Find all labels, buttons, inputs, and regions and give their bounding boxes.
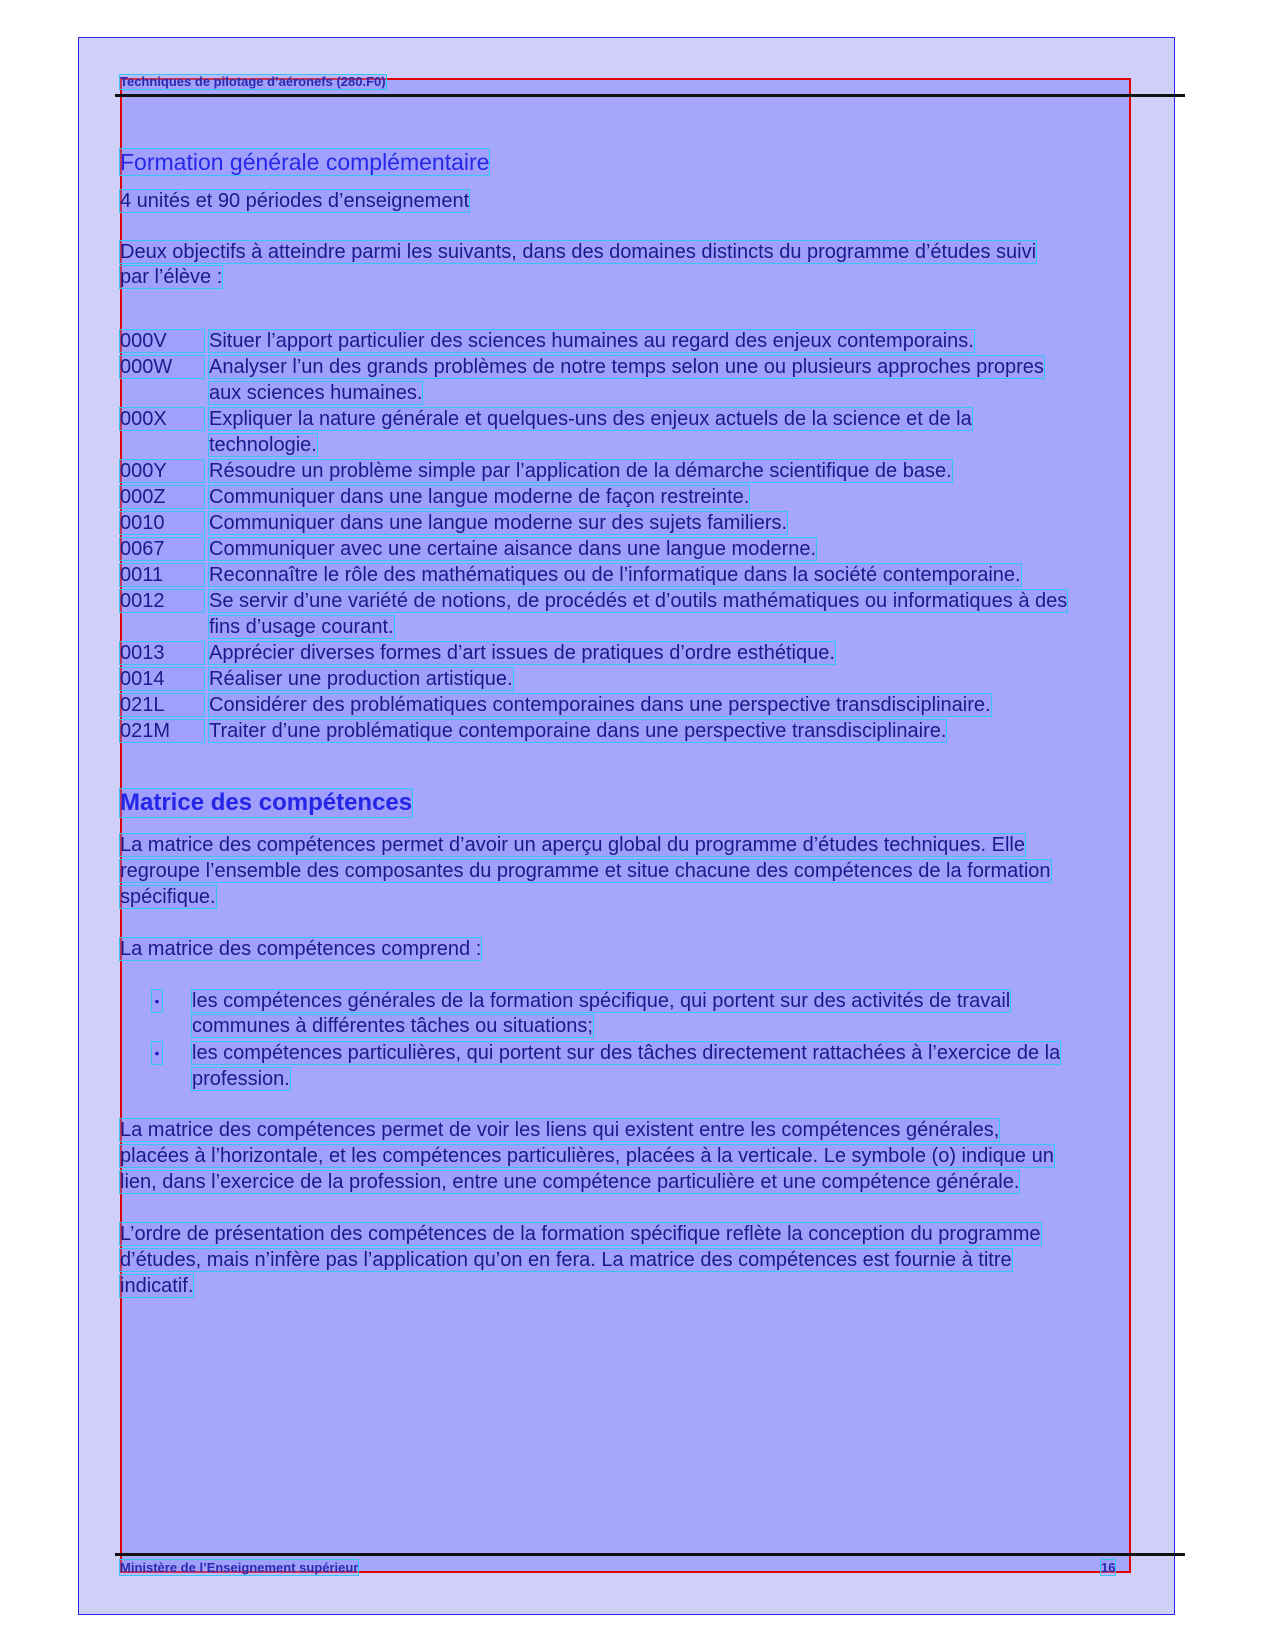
section-title-matrice: Matrice des compétences [120, 789, 413, 816]
objective-text-line: Réaliser une production artistique. [209, 668, 513, 690]
running-header: Techniques de pilotage d’aéronefs (280.F0) [120, 74, 386, 89]
objective-text-line: Apprécier diverses formes d’art issues de pratiques d’ordre esthétique. [209, 642, 835, 664]
objective-code: 0012 [120, 590, 204, 612]
objective-code: 0014 [120, 668, 204, 690]
bullet-item-line: communes à différentes tâches ou situations; [192, 1015, 593, 1037]
page-content-frame [120, 78, 1131, 1573]
intro-line: Deux objectifs à atteindre parmi les suivants, dans des domaines distincts du programme d’études suivi [120, 241, 1037, 263]
objective-text-line: Analyser l’un des grands problèmes de notre temps selon une ou plusieurs approches propres [209, 356, 1044, 378]
paragraph-line: La matrice des compétences permet de voir les liens qui existent entre les compétences générales, [120, 1119, 1000, 1141]
header-rule [115, 94, 1185, 97]
intro-line: par l’élève : [120, 266, 223, 288]
objective-code: 000X [120, 408, 204, 430]
objective-text-line: Communiquer avec une certaine aisance dans une langue moderne. [209, 538, 817, 560]
paragraph-line: L’ordre de présentation des compétences de la formation spécifique reflète la conception du programme [120, 1223, 1041, 1245]
paragraph-line: regroupe l’ensemble des composantes du programme et situe chacune des compétences de la formation [120, 860, 1051, 882]
paragraph-line: spécifique. [120, 886, 216, 908]
objective-code: 000V [120, 330, 204, 352]
section-subtitle-units: 4 unités et 90 périodes d’enseignement [120, 190, 470, 212]
bullet-marker: • [152, 1042, 162, 1064]
objective-code: 0011 [120, 564, 204, 586]
objective-code: 0013 [120, 642, 204, 664]
objective-code: 021L [120, 694, 204, 716]
paragraph-line: indicatif. [120, 1275, 194, 1297]
bullet-item-line: les compétences particulières, qui portent sur des tâches directement rattachées à l’exercice de la [192, 1042, 1061, 1064]
objective-code: 000Z [120, 486, 204, 508]
objective-text-line: Situer l’apport particulier des sciences humaines au regard des enjeux contemporains. [209, 330, 974, 352]
paragraph-line: La matrice des compétences comprend : [120, 938, 482, 960]
page-number: 16 [1101, 1560, 1116, 1575]
objective-code: 0067 [120, 538, 204, 560]
paragraph-line: d’études, mais n’infère pas l’application qu’on en fera. La matrice des compétences est fournie à titre [120, 1249, 1012, 1271]
footer-ministry: Ministère de l’Enseignement supérieur [120, 1560, 359, 1575]
objective-text-line: fins d’usage courant. [209, 616, 394, 638]
objective-text-line: Expliquer la nature générale et quelques-uns des enjeux actuels de la science et de la [209, 408, 972, 430]
objective-text-line: Se servir d’une variété de notions, de procédés et d’outils mathématiques ou informatiques à des [209, 590, 1068, 612]
objective-text-line: aux sciences humaines. [209, 382, 423, 404]
footer-rule [115, 1553, 1185, 1556]
objective-code: 000Y [120, 460, 204, 482]
section-title-formation: Formation générale complémentaire [120, 149, 490, 175]
bullet-item-line: les compétences générales de la formation spécifique, qui portent sur des activités de travail [192, 990, 1011, 1012]
objective-text-line: Reconnaître le rôle des mathématiques ou de l’informatique dans la société contemporaine. [209, 564, 1021, 586]
objective-text-line: technologie. [209, 434, 317, 456]
objective-text-line: Communiquer dans une langue moderne de façon restreinte. [209, 486, 750, 508]
bullet-marker: • [152, 990, 162, 1012]
objective-code: 021M [120, 720, 204, 742]
objective-text-line: Communiquer dans une langue moderne sur des sujets familiers. [209, 512, 788, 534]
bullet-item-line: profession. [192, 1068, 290, 1090]
objective-text-line: Considérer des problématiques contemporaines dans une perspective transdisciplinaire. [209, 694, 991, 716]
paragraph-line: La matrice des compétences permet d’avoir un aperçu global du programme d’études techniques. Elle [120, 834, 1025, 856]
objective-code: 0010 [120, 512, 204, 534]
objective-code: 000W [120, 356, 204, 378]
paragraph-line: placées à l’horizontale, et les compétences particulières, placées à la verticale. Le symbole (o) indique un [120, 1145, 1054, 1167]
objective-text-line: Traiter d’une problématique contemporaine dans une perspective transdisciplinaire. [209, 720, 947, 742]
paragraph-line: lien, dans l’exercice de la profession, entre une compétence particulière et une compétence générale. [120, 1171, 1020, 1193]
objective-text-line: Résoudre un problème simple par l’application de la démarche scientifique de base. [209, 460, 952, 482]
